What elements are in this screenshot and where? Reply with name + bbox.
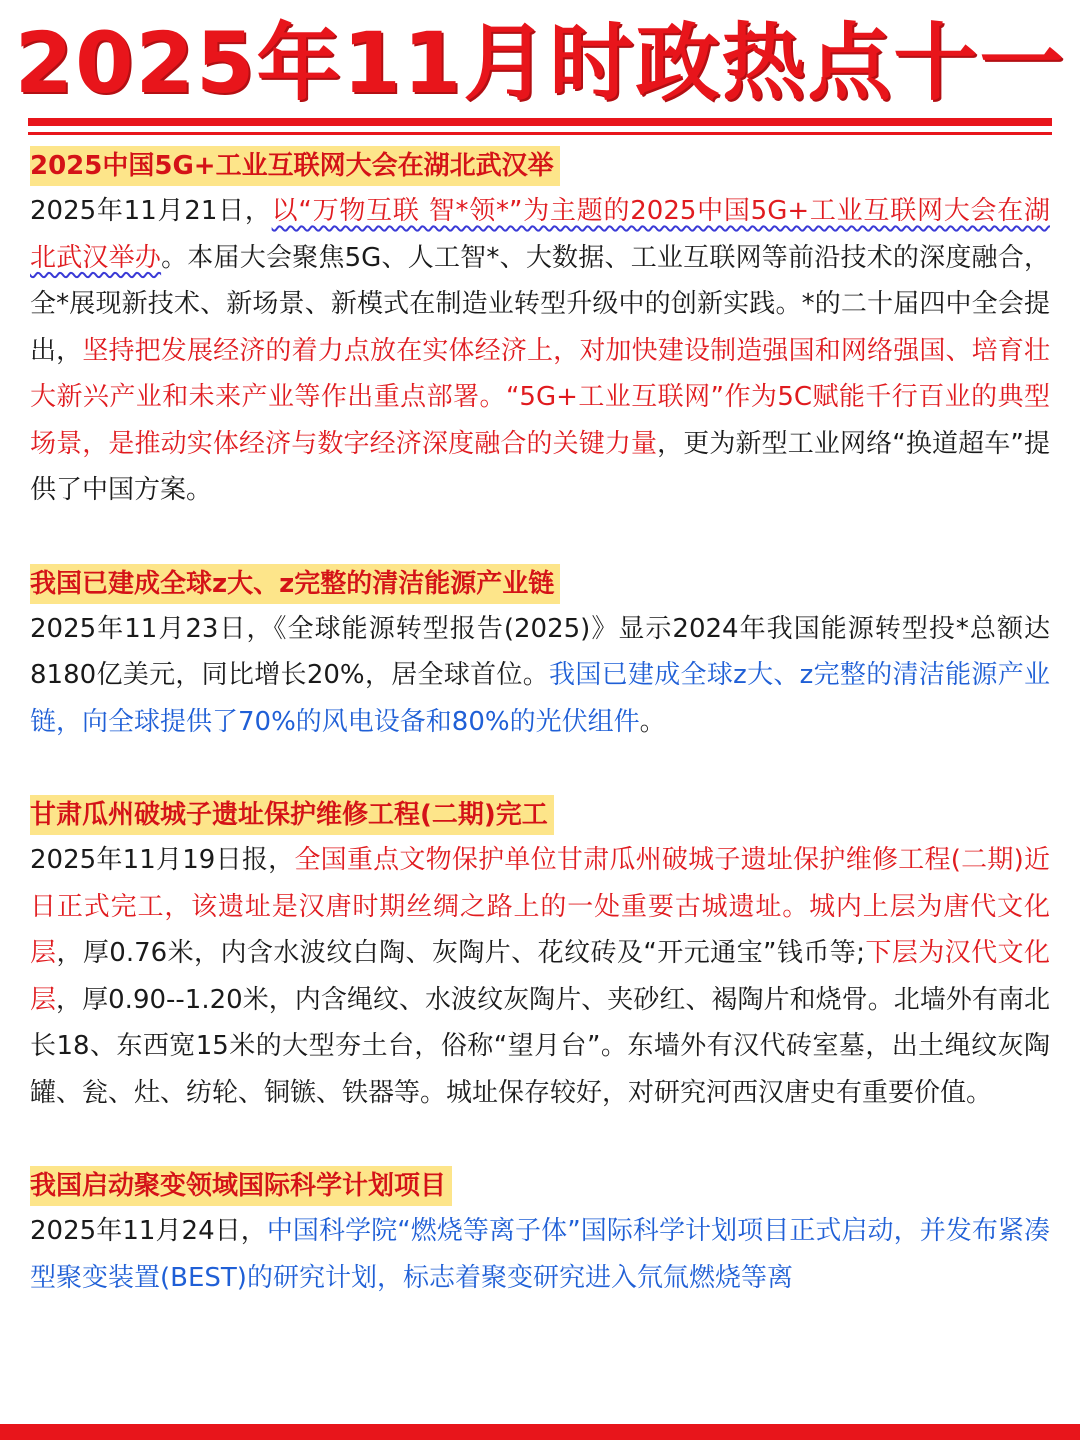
title-divider-thin: [28, 132, 1052, 135]
body-emphasis-blue: 中国科学院“燃烧等离子体”国际科学计划项目正式启动，并发布紧凑型聚变装置(BEST)的研究计划，标志着聚变研究进入氘氚燃烧等离: [30, 1216, 1050, 1293]
body-text: 。: [639, 706, 666, 737]
section-body: [30, 606, 1050, 746]
section-heading: 甘肃瓜州破城子遗址保护维修工程(二期)完工: [30, 795, 554, 835]
body-text: ，更为新型工业网络“换道超车”提供了中国方案。: [30, 428, 1050, 505]
body-text: ，厚0.90--1.20米，内含绳纹、水波纹灰陶片、夹砂红、褐陶片和烧骨。北墙外有南北长18、东西宽15米的大型夯土台，俗称“望月台”。东墙外有汉代砖室墓，出土绳纹灰陶罐、瓮、灶、纺轮、铜镞、铁器等。城址保存较好，对研究河西汉唐史有重要价值。: [30, 984, 1050, 1108]
section-body: [30, 1208, 1050, 1301]
article-content: [30, 146, 1050, 1414]
page-title: 2025年11月时政热点十一: [14, 14, 1066, 112]
body-text: 2025年11月24日，: [30, 1216, 267, 1246]
news-section-5g-conference: [30, 146, 1050, 514]
body-text: 。本届大会聚焦5G、人工智*、大数据、工业互联网等前沿技术的深度融合，全*展现新技术、新场景、新模式在制造业转型升级中的创新实践。*的二十届四中全会提出，: [30, 242, 1050, 366]
body-text: 2025年11月23日，《全球能源转型报告(2025)》显示2024年我国能源转型投*总额达8180亿美元，同比增长20%，居全球首位。: [30, 613, 1050, 690]
section-body: [30, 188, 1050, 514]
section-heading: 2025中国5G+工业互联网大会在湖北武汉举: [30, 146, 560, 186]
body-text: 2025年11月19日报，: [30, 845, 295, 875]
body-emphasis-blue: 我国已建成全球z大、z完整的清洁能源产业链，向全球提供了70%的风电设备和80%的光伏组件: [30, 660, 1050, 737]
section-heading: 我国已建成全球z大、z完整的清洁能源产业链: [30, 564, 560, 604]
news-section-fusion-project: [30, 1166, 1050, 1301]
section-body: [30, 837, 1050, 1116]
news-section-clean-energy: [30, 564, 1050, 746]
body-emphasis-red: 坚持把发展经济的着力点放在实体经济上，对加快建设制造强国和网络强国、培育壮大新兴产业和未来产业等作出重点部署。“5G+工业互联网”作为5C赋能千行百业的典型场景，是推动实体经济与数字经济深度融合的关键力量: [30, 335, 1050, 459]
title-divider-thick: [28, 118, 1052, 126]
news-section-pochengzi-site: [30, 795, 1050, 1116]
bottom-border-bar: [0, 1424, 1080, 1440]
section-heading: 我国启动聚变领域国际科学计划项目: [30, 1166, 452, 1206]
body-emphasis-red: 全国重点文物保护单位甘肃瓜州破城子遗址保护维修工程(二期)近日正式完工，该遗址是汉唐时期丝绸之路上的一处重要古城遗址。城内上层为唐代文化层: [30, 845, 1050, 968]
body-emphasis-red: 下层为汉代文化层: [30, 938, 1050, 1015]
body-emphasis-underlined: 以“万物互联 智*领*”为主题的2025中国5G+工业互联网大会在湖北武汉举办: [30, 196, 1050, 273]
body-text: ，厚0.76米，内含水波纹白陶、灰陶片、花纹砖及“开元通宝”钱币等;: [56, 938, 865, 968]
body-text: 2025年11月21日，: [30, 196, 272, 226]
